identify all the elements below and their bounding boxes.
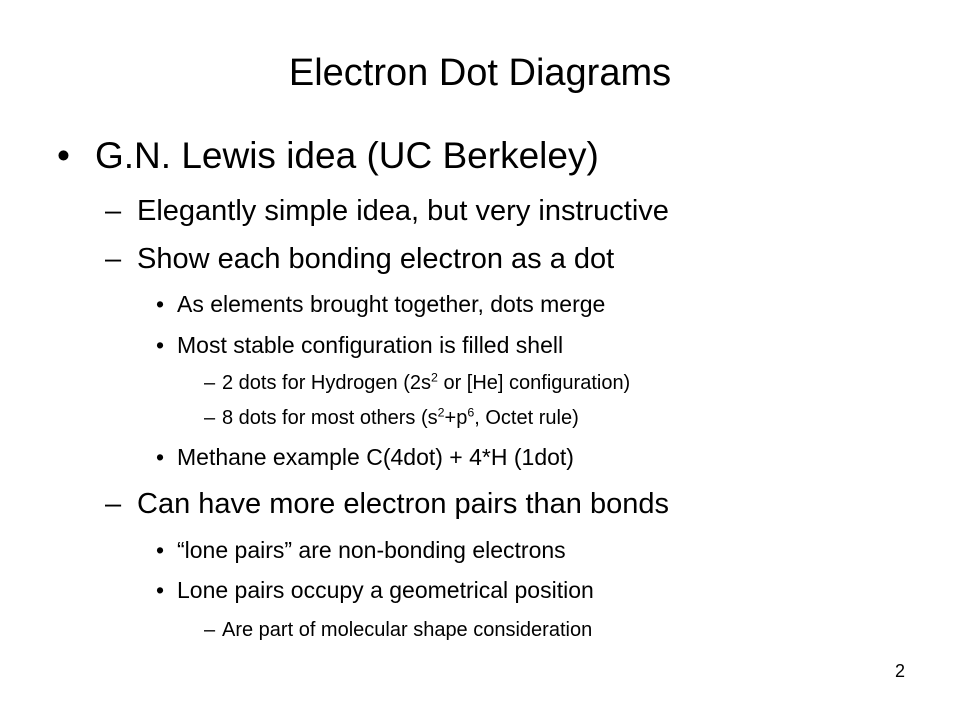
- bullet-dot-icon: •: [57, 135, 70, 176]
- bullet-text: Methane example C(4dot) + 4*H (1dot): [177, 444, 574, 470]
- slide-title: Electron Dot Diagrams: [288, 52, 672, 94]
- bullet-text: Show each bonding electron as a dot: [137, 243, 615, 275]
- bullet-dot-icon: •: [156, 577, 165, 603]
- dash-icon: –: [204, 372, 216, 394]
- dash-icon: –: [105, 243, 122, 275]
- dash-icon: –: [204, 407, 216, 429]
- bullet-text: Elegantly simple idea, but very instructive: [137, 195, 669, 227]
- bullet-text: Are part of molecular shape consideration: [222, 619, 593, 641]
- page-number: 2: [894, 661, 905, 681]
- bullet-text: “lone pairs” are non-bonding electrons: [177, 537, 566, 563]
- dash-icon: –: [105, 195, 122, 227]
- bullet-text: Most stable configuration is filled shell: [177, 332, 564, 358]
- bullet-dot-icon: •: [156, 332, 165, 358]
- dash-icon: –: [105, 488, 122, 520]
- bullet-text: As elements brought together, dots merge: [177, 291, 606, 317]
- bullet-dot-icon: •: [156, 291, 165, 317]
- bullet-text: Lone pairs occupy a geometrical position: [177, 577, 594, 603]
- bullet-dot-icon: •: [156, 537, 165, 563]
- bullet-text: Can have more electron pairs than bonds: [137, 488, 669, 520]
- bullet-text: 2 dots for Hydrogen ($2s^2$ or [He] configuration): [222, 370, 631, 394]
- bullet-text: G.N. Lewis idea (UC Berkeley): [95, 135, 599, 176]
- bullet-text: 8 dots for most others ($s^2+p^6$, Octet rule): [222, 405, 579, 429]
- bullet-dot-icon: •: [156, 444, 165, 470]
- dash-icon: –: [204, 619, 216, 641]
